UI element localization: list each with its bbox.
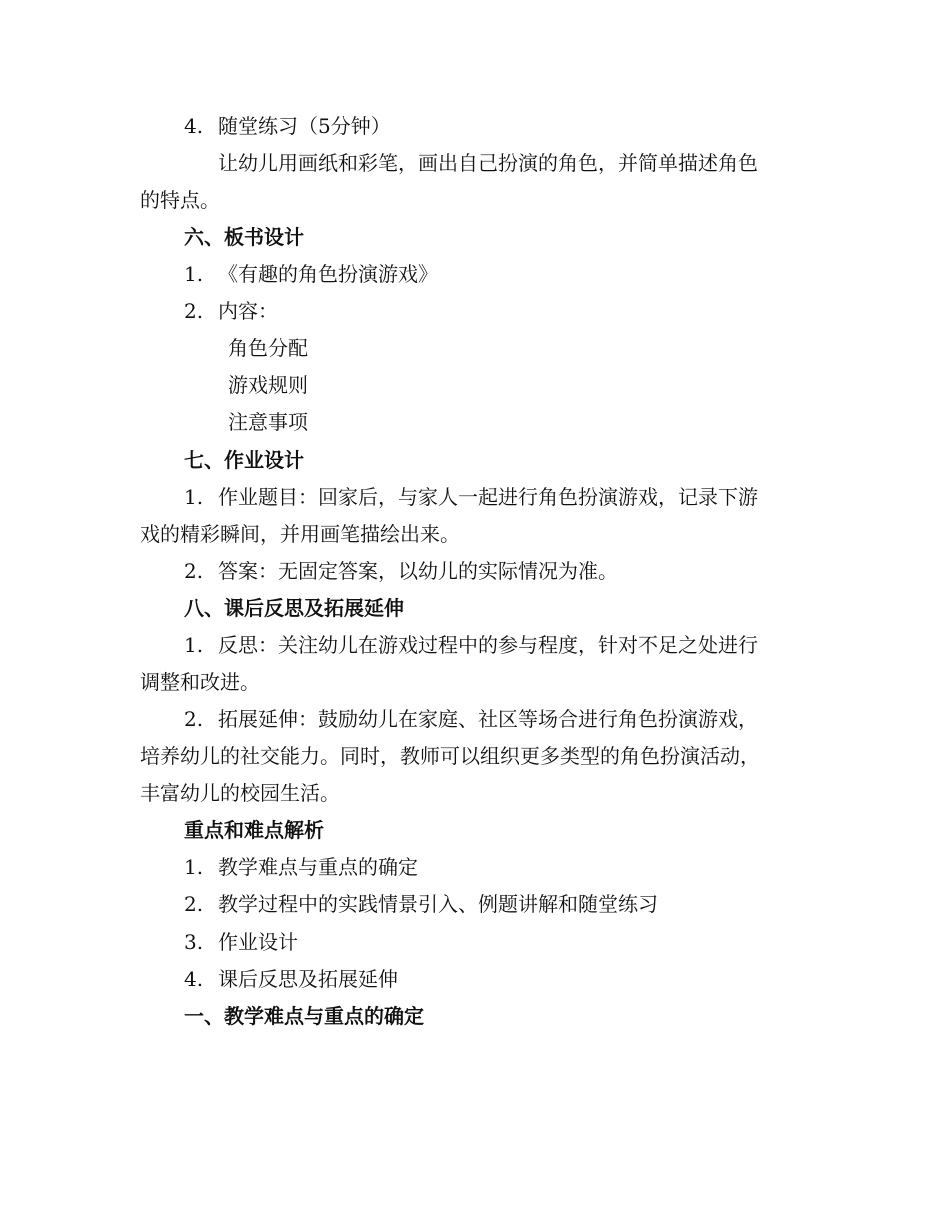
practice-desc-line1: 让幼儿用画纸和彩笔，画出自己扮演的角色，并简单描述角色: [218, 151, 758, 175]
board-item-2-text: 内容：: [218, 299, 278, 323]
list-number: 1.: [184, 485, 204, 509]
practice-desc-line2: 的特点。: [140, 188, 220, 212]
homework-item-1-line2: 戏的精彩瞬间，并用画笔描绘出来。: [140, 522, 460, 546]
homework-item-2: [184, 557, 618, 585]
analysis-item-2-text: 教学过程中的实践情景引入、例题讲解和随堂练习: [218, 892, 658, 916]
reflection-item-2-line1: [184, 705, 758, 733]
board-heading: 六、板书设计: [184, 225, 304, 249]
list-number: 2.: [184, 559, 204, 583]
list-number: 1.: [184, 855, 204, 879]
reflection-heading: 八、课后反思及拓展延伸: [184, 596, 404, 620]
list-number: 4.: [184, 967, 204, 991]
analysis-item-4: [184, 965, 398, 993]
reflection-item-1-line2: 调整和改进。: [140, 670, 260, 694]
reflection-item-1-line1: [184, 631, 758, 659]
practice-title: [184, 112, 391, 140]
analysis-item-4-text: 课后反思及拓展延伸: [218, 967, 398, 991]
list-number: 4.: [184, 114, 204, 138]
section-one-heading: 一、教学难点与重点的确定: [184, 1004, 424, 1028]
board-content-3: 注意事项: [228, 410, 308, 434]
analysis-item-3: [184, 928, 298, 956]
board-item-1-text: 《有趣的角色扮演游戏》: [218, 262, 438, 286]
list-number: 1.: [184, 633, 204, 657]
list-number: 3.: [184, 930, 204, 954]
analysis-item-3-text: 作业设计: [218, 930, 298, 954]
board-content-1: 角色分配: [228, 336, 308, 360]
analysis-item-2: [184, 890, 658, 918]
reflection-item-2-text: 拓展延伸：鼓励幼儿在家庭、社区等场合进行角色扮演游戏，: [218, 707, 758, 731]
reflection-item-1-text: 反思：关注幼儿在游戏过程中的参与程度，针对不足之处进行: [218, 633, 758, 657]
board-content-2: 游戏规则: [228, 373, 308, 397]
practice-title-text: 随堂练习（5分钟）: [218, 114, 391, 138]
list-number: 1.: [184, 262, 204, 286]
homework-item-2-text: 答案：无固定答案，以幼儿的实际情况为准。: [218, 559, 618, 583]
homework-item-1-line1: [184, 483, 758, 511]
list-number: 2.: [184, 892, 204, 916]
analysis-heading: 重点和难点解析: [184, 818, 324, 842]
board-item-1: [184, 260, 438, 288]
board-item-2: [184, 297, 278, 325]
analysis-item-1: [184, 853, 418, 881]
list-number: 2.: [184, 299, 204, 323]
homework-item-1-text: 作业题目：回家后，与家人一起进行角色扮演游戏，记录下游: [218, 485, 758, 509]
reflection-item-2-line3: 丰富幼儿的校园生活。: [140, 781, 340, 805]
reflection-item-2-line2: 培养幼儿的社交能力。同时，教师可以组织更多类型的角色扮演活动，: [140, 744, 760, 768]
homework-heading: 七、作业设计: [184, 448, 304, 472]
list-number: 2.: [184, 707, 204, 731]
analysis-item-1-text: 教学难点与重点的确定: [218, 855, 418, 879]
